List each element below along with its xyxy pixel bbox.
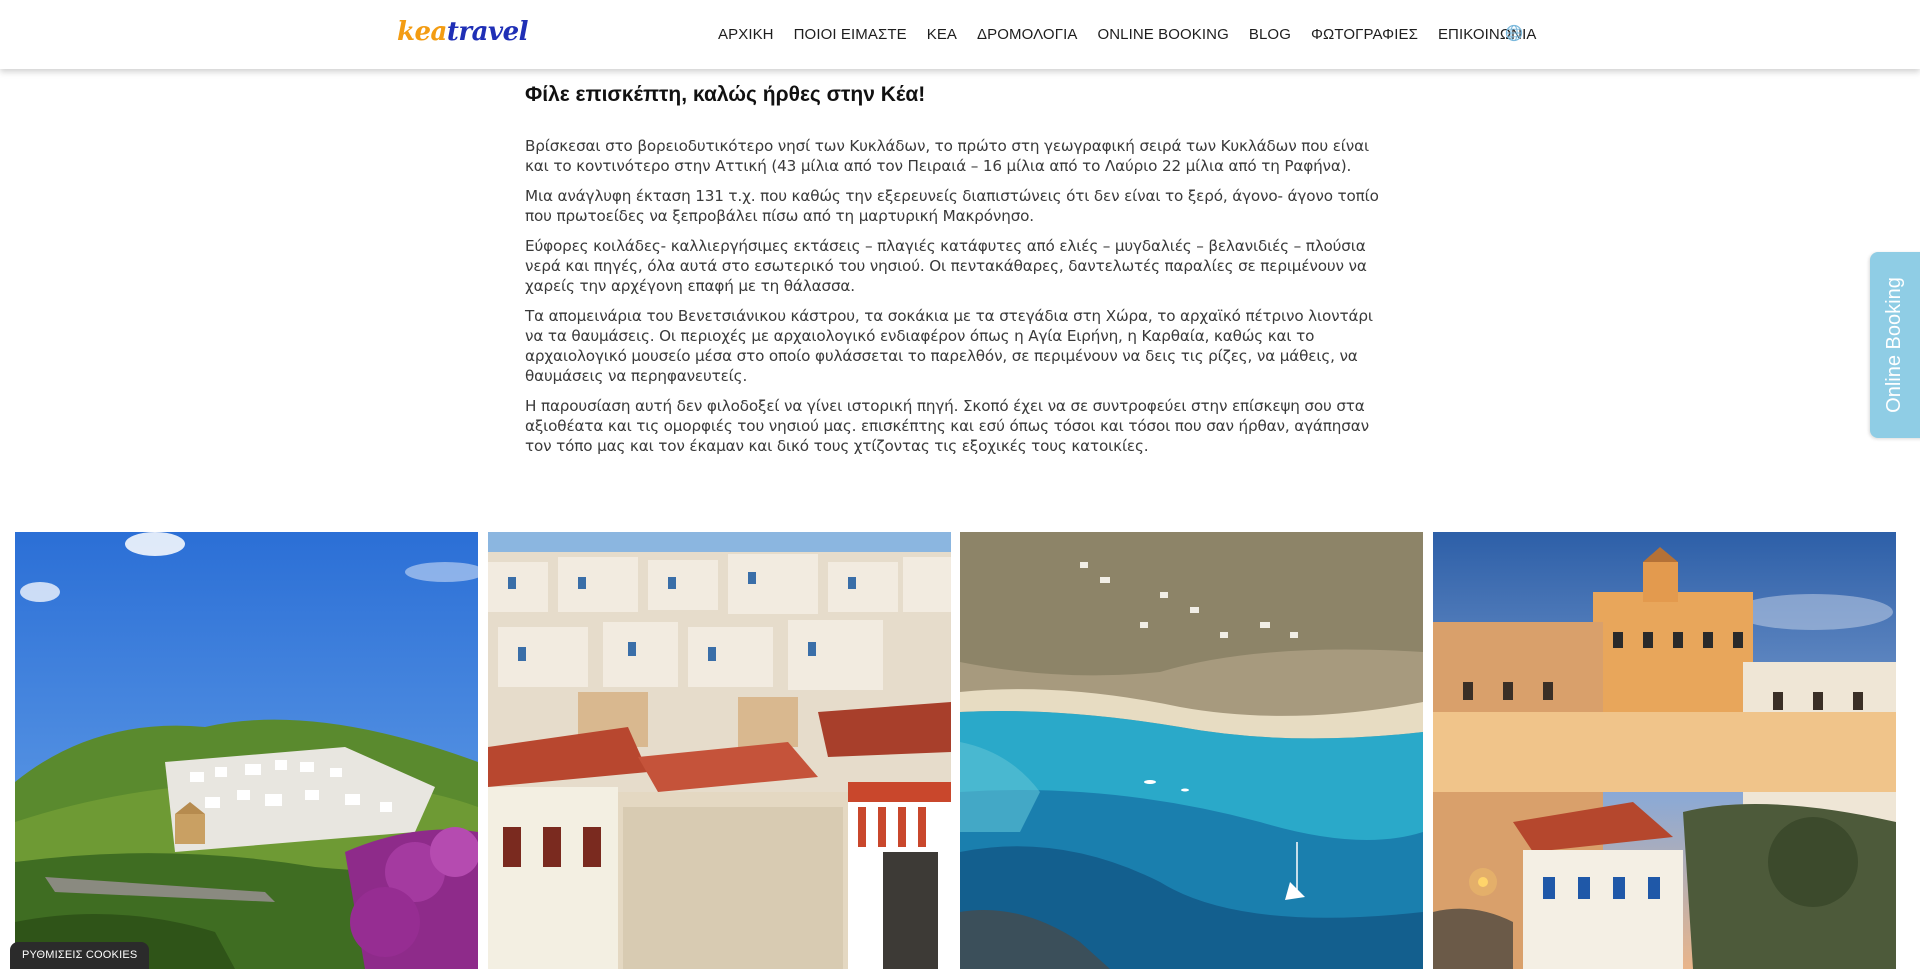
nav-item-blog[interactable]: BLOG: [1248, 26, 1291, 43]
page-title: Φίλε επισκέπτη, καλώς ήρθες στην Κέα!: [525, 83, 926, 106]
globe-icon[interactable]: [1505, 24, 1523, 42]
nav-item-photos[interactable]: ΦΩΤΟΓΡΑΦΙΕΣ: [1310, 26, 1418, 43]
village-hillside-photo[interactable]: [15, 532, 478, 969]
site-header: [0, 0, 1920, 69]
intro-paragraph-3: Εύφορες κοιλάδες- καλλιεργήσιμες εκτάσεις – πλαγιές κατάφυτες από ελιές – μυγδαλιές – βελανιδιές – πλούσια νερά και πηγές, όλα αυτά στο εσωτερικό του νησιού. Οι πεντακάθαρες, δαντελωτές παραλίες σε περιμένουν να χαρείς την αρχέγονη επαφή με τη θάλασσα.: [525, 237, 1367, 295]
cookie-settings-button[interactable]: ΡΥΘΜΙΣΕΙΣ COOKIES: [10, 942, 149, 969]
nav-item-about[interactable]: ΠΟΙΟΙ ΕΙΜΑΣΤΕ: [793, 26, 907, 43]
nav-item-kea[interactable]: ΚΕΑ: [926, 26, 958, 43]
nav-item-contact[interactable]: ΕΠΙΚΟΙΝΩΝΙΑ: [1437, 26, 1537, 43]
online-booking-side-tab[interactable]: [1870, 252, 1920, 438]
bay-aerial-photo[interactable]: [960, 532, 1423, 969]
intro-paragraph-1: Βρίσκεσαι στο βορειοδυτικότερο νησί των Κυκλάδων, το πρώτο στη γεωγραφική σειρά των Κυκλάδων που είναι και το κοντινότερο στην Αττική (43 μίλια από τον Πειραιά – 16 μίλια από το Λαύριο 22 μίλια από τη Ραφήνα).: [525, 137, 1369, 175]
nav-item-routes[interactable]: ΔΡΟΜΟΛΟΓΙΑ: [977, 26, 1078, 43]
logo-part-kea: kea: [397, 17, 447, 47]
site-logo[interactable]: [397, 16, 528, 48]
logo-part-travel: travel: [446, 17, 528, 47]
chora-houses-photo[interactable]: [488, 532, 951, 969]
intro-paragraph-4: Τα απομεινάρια του Βενετσιάνικου κάστρου, τα σοκάκια με τα στεγάδια στη Χώρα, το αρχαϊκό πέτρινο λιοντάρι να τα θαυμάσεις. Οι περιοχές με αρχαιολογικό ενδιαφέρον όπως η Αγία Ειρήνη, η Καρθαία, καθώς και το αρχαιολογικό μουσείο μέσα στο οποίο φυλάσσεται το παρελθόν, σε περιμένουν να δεις τις ρίζες, να μάθεις, να θαυμάσεις να περηφανευτείς.: [525, 307, 1373, 385]
intro-section: [525, 82, 1395, 466]
village-dusk-photo[interactable]: [1433, 532, 1896, 969]
nav-item-online-booking[interactable]: ONLINE BOOKING: [1097, 26, 1229, 43]
online-booking-side-tab-label: Online Booking: [1883, 277, 1905, 413]
intro-paragraph-5: Η παρουσίαση αυτή δεν φιλοδοξεί να γίνει ιστορική πηγή. Σκοπό έχει να σε συντροφεύει στην επίσκεψη σου στα αξιοθέατα και τις ομορφιές του νησιού μας. επισκέπτης και εσύ όπως τόσοι και τόσοι που σαν ήρθαν, αγάπησαν τον τόπο μας και τον έκαμαν και δικό τους χτίζοντας τις εξοχικές τους κατοικίες.: [525, 397, 1369, 455]
intro-paragraph-2: Μια ανάγλυφη έκταση 131 τ.χ. που καθώς την εξερευνείς διαπιστώνεις ότι δεν είναι το ξερό, άγονο- άγονο τοπίο που πρωτοείδες να ξεπροβάλει πίσω από τη μαρτυρική Μακρόνησο.: [525, 187, 1379, 225]
nav-item-home[interactable]: ΑΡΧΙΚΗ: [718, 26, 774, 43]
main-nav: [718, 0, 1557, 69]
